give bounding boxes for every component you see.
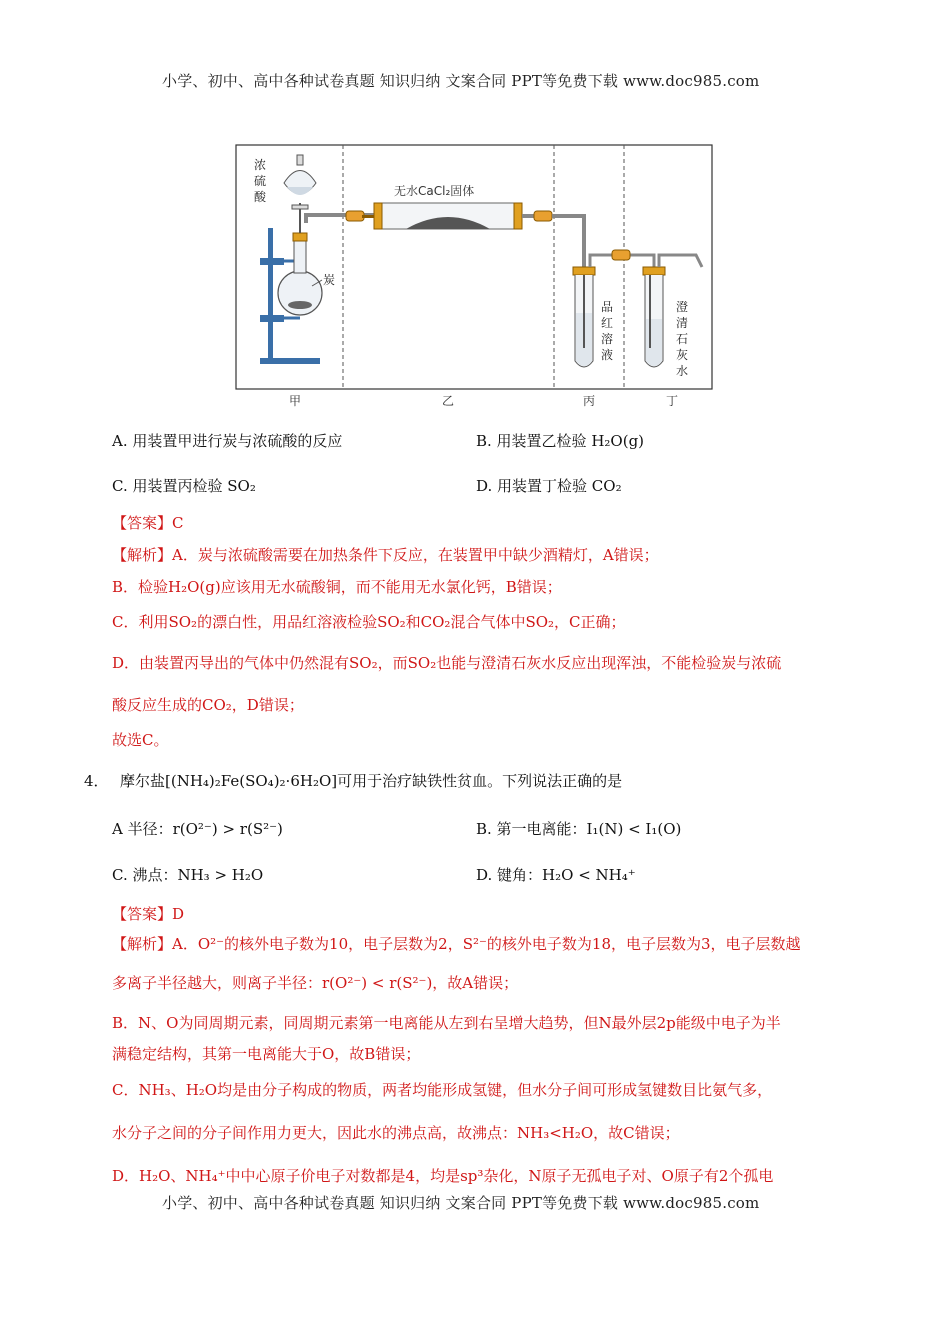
q4-option-b: B. 第一电离能：I₁(N) < I₁(O) — [476, 820, 682, 838]
device-bing — [552, 216, 654, 367]
q3-analysis-line: 酸反应生成的CO₂，D错误； — [112, 696, 304, 714]
label-lime-2: 清 — [676, 316, 689, 330]
q4-analysis-line: 多离子半径越大，则离子半径：r(O²⁻) < r(S²⁻)，故A错误； — [112, 974, 519, 992]
q3-option-b: B. 用装置乙检验 H₂O(g) — [476, 432, 645, 450]
label-magenta-4: 液 — [601, 348, 614, 362]
label-cacl2: 无水CaCl₂固体 — [394, 184, 475, 198]
apparatus-figure — [234, 143, 714, 413]
label-magenta-3: 溶 — [601, 332, 614, 346]
carbon-solid — [288, 301, 312, 309]
page-footer: 小学、初中、高中各种试卷真题 知识归纳 文案合同 PPT等免费下载 www.doc985.com — [162, 1194, 760, 1212]
section-label-bing: 丙 — [583, 394, 596, 408]
label-conc-h2so4-2: 硫 — [254, 174, 267, 188]
label-lime-5: 水 — [676, 364, 689, 378]
label-magenta-1: 品 — [601, 300, 614, 314]
q4-number: 4． — [84, 772, 109, 790]
q4-analysis-line: C．NH₃、H₂O均是由分子构成的物质，两者均能形成氢键，但水分子间可形成氢键数目比氨气多， — [112, 1081, 773, 1099]
label-magenta-2: 红 — [601, 316, 614, 330]
q4-stem: 摩尔盐[(NH₄)₂Fe(SO₄)₂·6H₂O]可用于治疗缺铁性贫血。下列说法正确的是 — [120, 772, 623, 790]
device-jia — [254, 155, 374, 364]
q3-option-a: A. 用装置甲进行炭与浓硫酸的反应 — [112, 432, 343, 450]
q4-answer: 【答案】D — [112, 905, 185, 923]
device-yi — [346, 183, 552, 229]
q3-option-c: C. 用装置丙检验 SO₂ — [112, 477, 256, 495]
section-label-yi: 乙 — [442, 394, 455, 408]
label-carbon: 炭 — [323, 273, 336, 287]
label-lime-3: 石 — [676, 332, 689, 346]
device-ding — [643, 255, 702, 378]
q3-analysis-line: B．检验H₂O(g)应该用无水硫酸铜，而不能用无水氯化钙，B错误； — [112, 578, 562, 596]
q4-option-c: C. 沸点：NH₃ > H₂O — [112, 866, 264, 884]
q3-analysis-line: 故选C。 — [112, 731, 169, 749]
q3-option-d: D. 用装置丁检验 CO₂ — [476, 477, 622, 495]
q3-analysis-line: 【解析】A．炭与浓硫酸需要在加热条件下反应，在装置甲中缺少酒精灯，A错误； — [112, 546, 659, 564]
q4-analysis-line: D．H₂O、NH₄⁺中中心原子价电子对数都是4，均是sp³杂化，N原子无孤电子对、O原子有2个孤电 — [112, 1167, 774, 1185]
q4-option-d: D. 键角：H₂O < NH₄⁺ — [476, 866, 636, 884]
label-lime-4: 灰 — [676, 348, 689, 362]
q4-option-a: A 半径：r(O²⁻) > r(S²⁻) — [112, 820, 283, 838]
label-conc-h2so4-1: 浓 — [254, 158, 267, 172]
q3-analysis-line: D．由装置丙导出的气体中仍然混有SO₂，而SO₂也能与澄清石灰水反应出现浑浊，不能检验炭与浓硫 — [112, 654, 782, 672]
q4-analysis-line: B．N、O为同周期元素，同周期元素第一电离能从左到右呈增大趋势，但N最外层2p能级中电子为半 — [112, 1014, 781, 1032]
section-label-ding: 丁 — [666, 394, 679, 408]
section-label-jia: 甲 — [289, 394, 302, 408]
label-lime-1: 澄 — [676, 300, 689, 314]
q3-analysis-line: C．利用SO₂的漂白性，用品红溶液检验SO₂和CO₂混合气体中SO₂，C正确； — [112, 613, 626, 631]
q4-analysis-line: 【解析】A．O²⁻的核外电子数为10，电子层数为2，S²⁻的核外电子数为18，电子层数为3，电子层数越 — [112, 935, 801, 953]
q3-answer: 【答案】C — [112, 514, 184, 532]
page-header: 小学、初中、高中各种试卷真题 知识归纳 文案合同 PPT等免费下载 www.doc985.com — [162, 72, 760, 90]
label-conc-h2so4-3: 酸 — [254, 190, 267, 204]
q4-analysis-line: 水分子之间的分子间作用力更大，因此水的沸点高，故沸点：NH₃<H₂O，故C错误； — [112, 1124, 680, 1142]
q4-analysis-line: 满稳定结构，其第一电离能大于O，故B错误； — [112, 1045, 421, 1063]
